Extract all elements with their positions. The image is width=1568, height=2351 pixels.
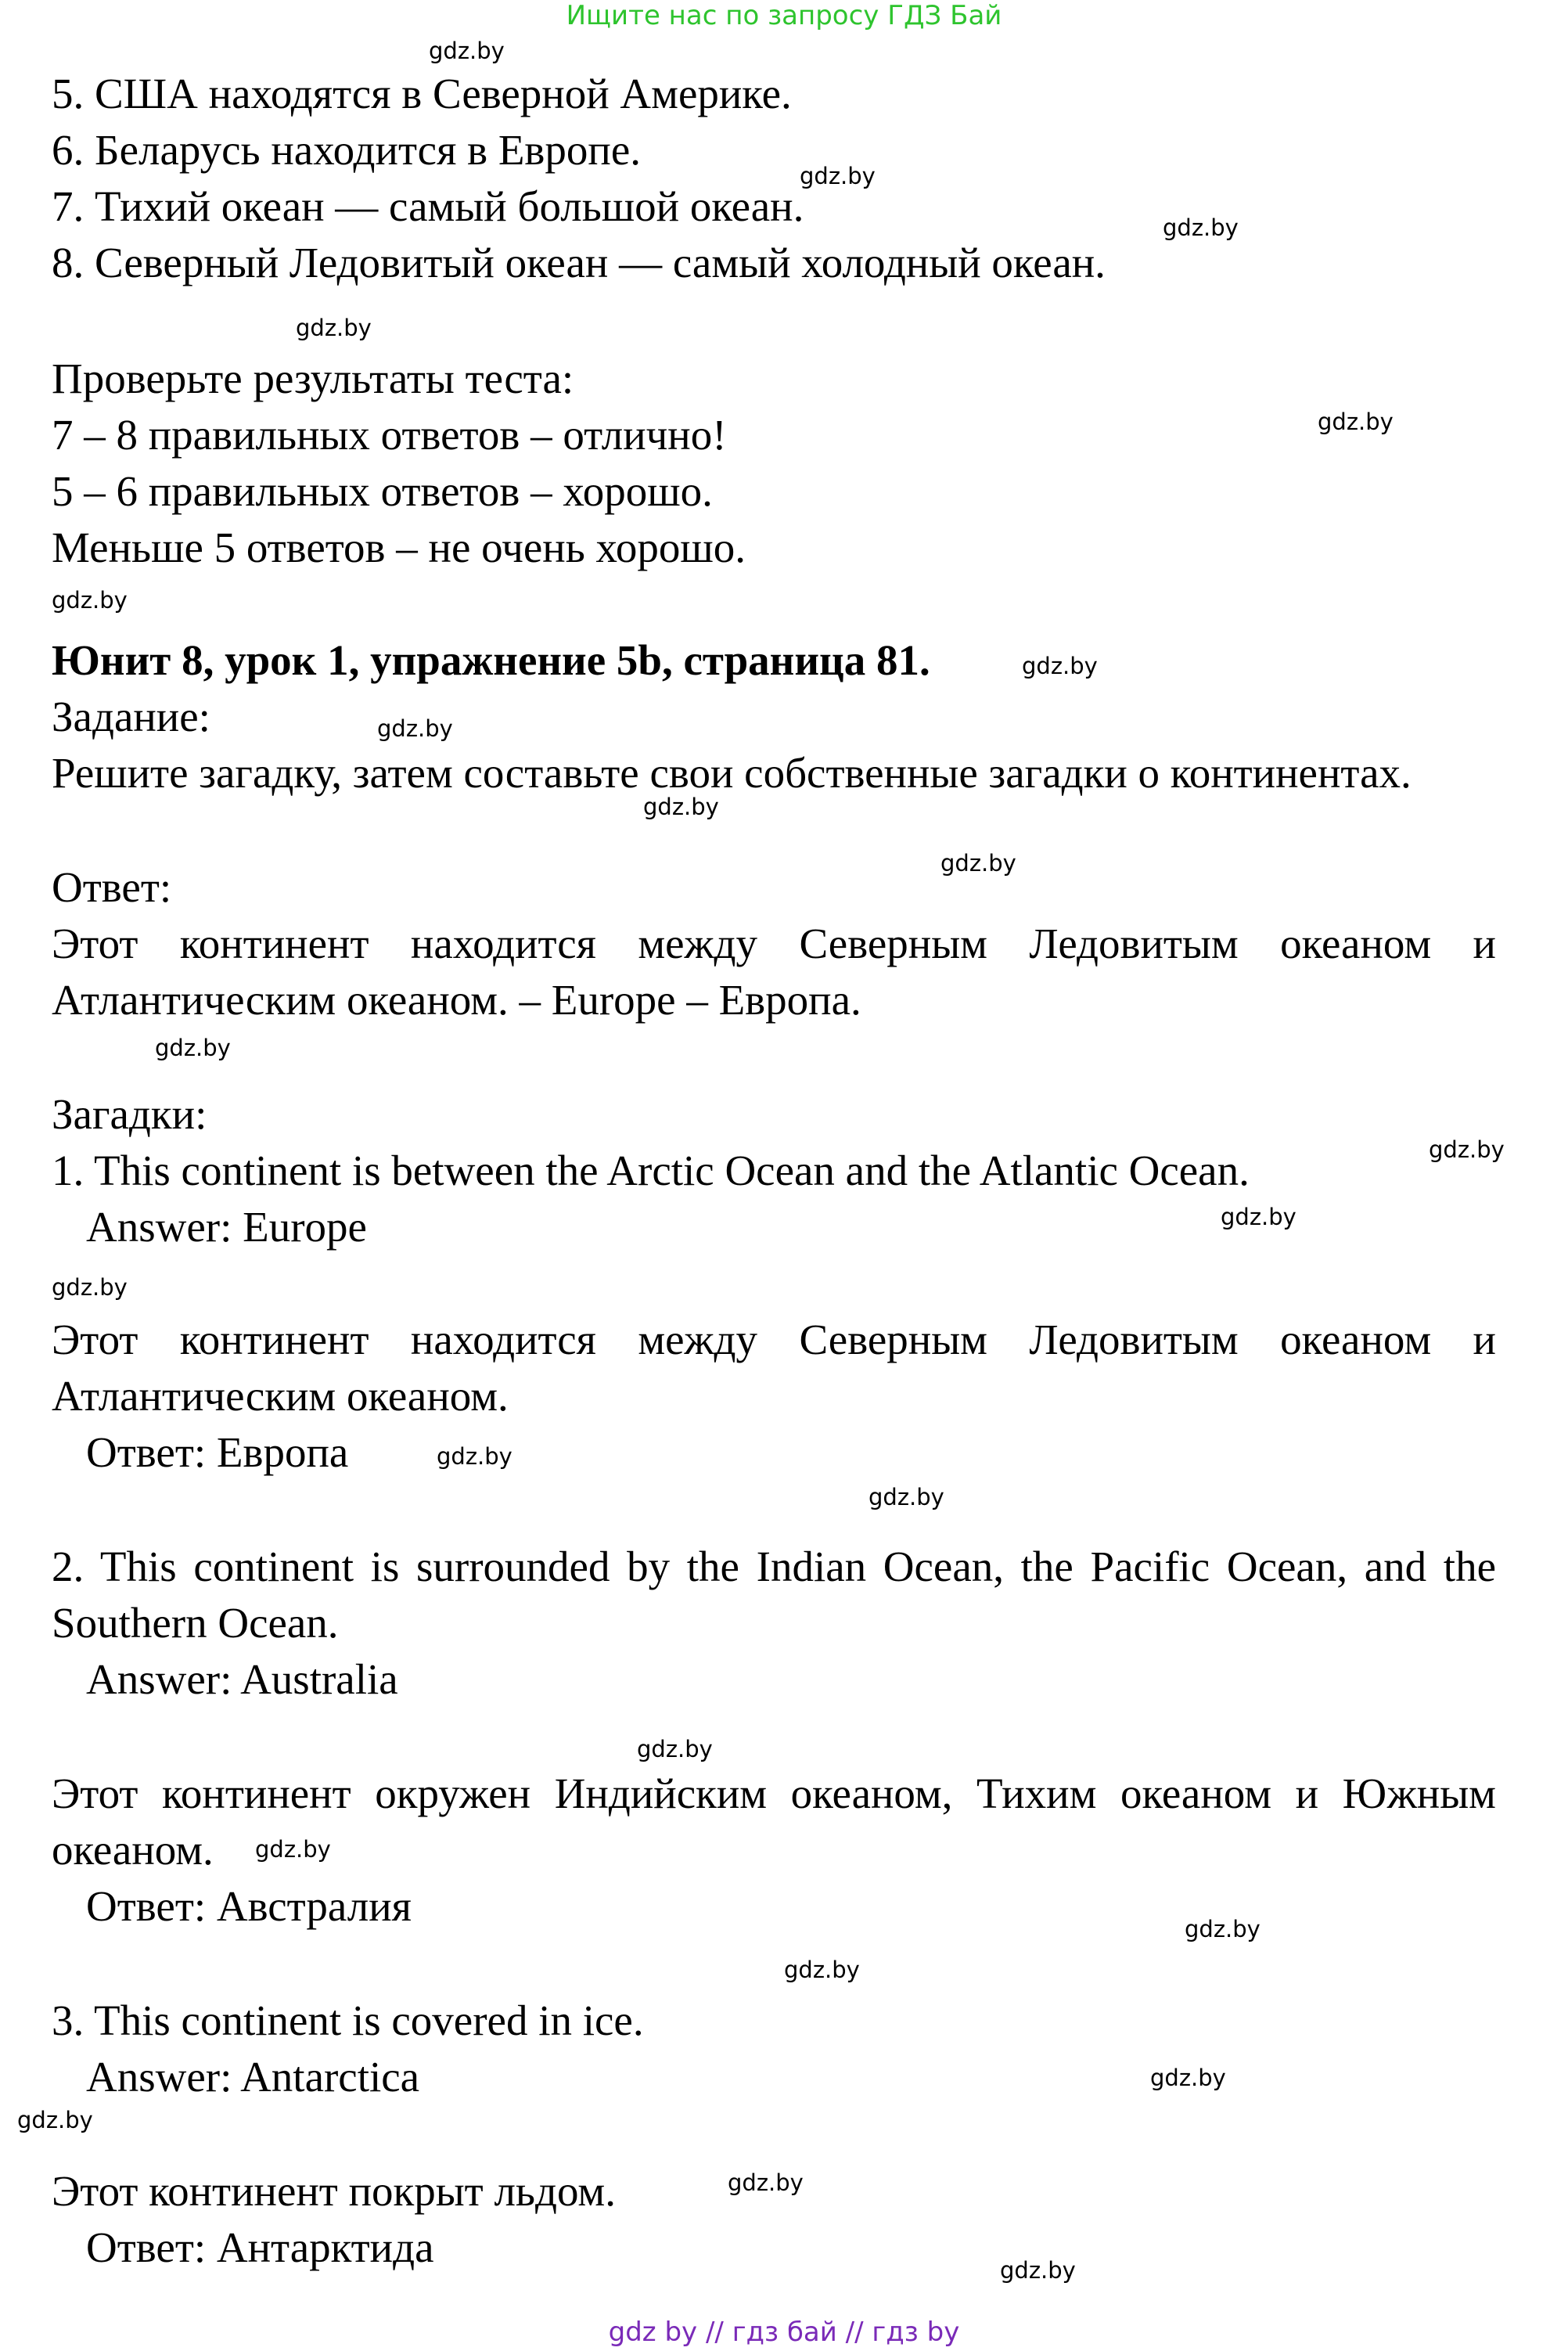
results-title: Проверьте результаты теста: xyxy=(52,355,574,402)
watermark: gdz.by xyxy=(869,1484,944,1510)
riddle-3-en-answer: Answer: Antarctica xyxy=(86,2053,420,2101)
watermark: gdz.by xyxy=(784,1957,860,1983)
watermark: gdz.by xyxy=(1221,1204,1296,1230)
riddle-2-en-answer: Answer: Australia xyxy=(86,1655,398,1703)
riddle-1-en-answer: Answer: Europe xyxy=(86,1203,367,1251)
riddle-3-ru: Этот континент покрыт льдом. xyxy=(52,2167,616,2215)
answer-text: Этот континент находится между Северным Ледовитым океаном и xyxy=(52,920,1496,967)
riddle-2-ru: Этот континент окружен Индийским океаном, Тихим океаном и Южным xyxy=(52,1770,1496,1817)
quiz-item: 8. Северный Ледовитый океан — самый холодный океан. xyxy=(52,239,1106,286)
riddle-2-ru-answer: Ответ: Австралия xyxy=(86,1882,412,1930)
watermark: gdz.by xyxy=(1022,653,1098,679)
watermark: gdz.by xyxy=(52,1274,128,1301)
watermark: gdz.by xyxy=(728,2169,804,2196)
watermark: gdz.by xyxy=(52,587,128,614)
riddle-2-en: Southern Ocean. xyxy=(52,1599,339,1647)
watermark: gdz.by xyxy=(155,1035,231,1061)
watermark: gdz.by xyxy=(800,163,876,189)
watermark: gdz.by xyxy=(940,850,1016,877)
answer-text: Атлантическим океаном. – Europe – Европа. xyxy=(52,976,861,1024)
quiz-item: 7. Тихий океан — самый большой океан. xyxy=(52,182,804,230)
task-label: Задание: xyxy=(52,693,210,740)
riddle-1-ru: Этот континент находится между Северным Ледовитым океаном и xyxy=(52,1316,1496,1363)
riddle-1-ru-answer: Ответ: Европа xyxy=(86,1428,349,1476)
watermark: gdz.by xyxy=(1318,409,1394,435)
watermark: gdz.by xyxy=(1429,1136,1505,1163)
footer-links: gdz by // гдз бай // гдз by xyxy=(608,2317,960,2348)
watermark: gdz.by xyxy=(437,1443,512,1470)
riddle-2-ru: океаном. xyxy=(52,1826,214,1874)
riddle-3-ru-answer: Ответ: Антарктида xyxy=(86,2223,434,2271)
watermark: gdz.by xyxy=(1150,2065,1226,2091)
watermark: gdz.by xyxy=(643,794,719,820)
results-line: 7 – 8 правильных ответов – отлично! xyxy=(52,411,727,459)
top-banner: Ищите нас по запросу ГДЗ Бай xyxy=(566,0,1002,31)
watermark: gdz.by xyxy=(1163,214,1239,241)
riddle-3-en: 3. This continent is covered in ice. xyxy=(52,1996,644,2044)
watermark: gdz.by xyxy=(377,715,453,742)
watermark: gdz.by xyxy=(296,315,372,341)
riddle-1-en: 1. This continent is between the Arctic Ocean and the Atlantic Ocean. xyxy=(52,1147,1250,1194)
results-line: 5 – 6 правильных ответов – хорошо. xyxy=(52,467,713,515)
results-line: Меньше 5 ответов – не очень хорошо. xyxy=(52,524,746,571)
riddle-1-ru: Атлантическим океаном. xyxy=(52,1372,509,1420)
answer-label: Ответ: xyxy=(52,863,172,911)
watermark: gdz.by xyxy=(1185,1916,1261,1942)
watermark: gdz.by xyxy=(17,2107,93,2133)
watermark: gdz.by xyxy=(255,1836,331,1863)
riddle-2-en: 2. This continent is surrounded by the Indian Ocean, the Pacific Ocean, and the xyxy=(52,1543,1496,1590)
task-text: Решите загадку, затем составьте свои собственные загадки о континентах. xyxy=(52,749,1412,797)
watermark: gdz.by xyxy=(637,1736,713,1762)
riddles-label: Загадки: xyxy=(52,1090,207,1138)
exercise-heading: Юнит 8, урок 1, упражнение 5b, страница 81. xyxy=(52,636,930,684)
quiz-item: 5. США находятся в Северной Америке. xyxy=(52,70,792,117)
watermark: gdz.by xyxy=(429,38,505,64)
watermark: gdz.by xyxy=(1000,2257,1076,2284)
quiz-item: 6. Беларусь находится в Европе. xyxy=(52,126,642,174)
